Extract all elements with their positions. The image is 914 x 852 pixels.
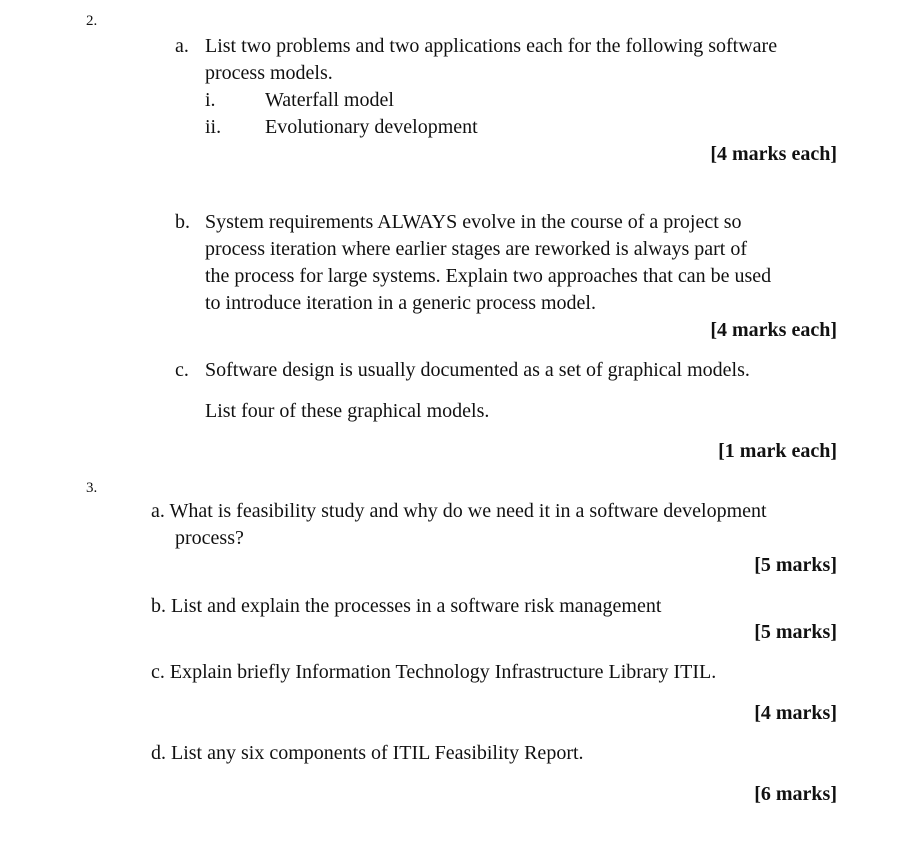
question-3-number: 3. xyxy=(86,480,98,496)
question-2-number: 2. xyxy=(86,13,98,29)
q2b-label: b. xyxy=(175,211,190,233)
q2a-label: a. xyxy=(175,35,189,57)
q3a-line-1: a. What is feasibility study and why do we need it in a software development xyxy=(151,500,767,522)
q3d-marks: [6 marks] xyxy=(754,783,837,805)
q3b-marks: [5 marks] xyxy=(754,621,837,643)
q2b-line-4: to introduce iteration in a generic process model. xyxy=(205,292,596,314)
q3b-text: b. List and explain the processes in a software risk management xyxy=(151,595,662,617)
q2c-marks: [1 mark each] xyxy=(718,440,837,462)
q3a-marks: [5 marks] xyxy=(754,554,837,576)
q2c-label: c. xyxy=(175,359,189,381)
q2a-line-2: process models. xyxy=(205,62,333,84)
q2a-marks: [4 marks each] xyxy=(710,143,837,165)
q2b-line-2: process iteration where earlier stages are reworked is always part of xyxy=(205,238,747,260)
q2b-line-1: System requirements ALWAYS evolve in the course of a project so xyxy=(205,211,742,233)
q2b-line-3: the process for large systems. Explain two approaches that can be used xyxy=(205,265,772,287)
q3c-marks: [4 marks] xyxy=(754,702,837,724)
q2a-line-1: List two problems and two applications each for the following software xyxy=(205,35,778,57)
q2a-item-1-number: i. xyxy=(205,89,216,111)
q3c-text: c. Explain briefly Information Technology Infrastructure Library ITIL. xyxy=(151,661,717,683)
q3a-line-2: process? xyxy=(175,527,244,549)
q2a-item-2-text: Evolutionary development xyxy=(265,116,478,138)
q2c-line-1: Software design is usually documented as a set of graphical models. xyxy=(205,359,750,381)
q2a-item-2-number: ii. xyxy=(205,116,222,138)
q3d-text: d. List any six components of ITIL Feasibility Report. xyxy=(151,742,584,764)
q2b-marks: [4 marks each] xyxy=(710,319,837,341)
q2a-item-1-text: Waterfall model xyxy=(265,89,394,111)
q2c-line-2: List four of these graphical models. xyxy=(205,400,490,422)
